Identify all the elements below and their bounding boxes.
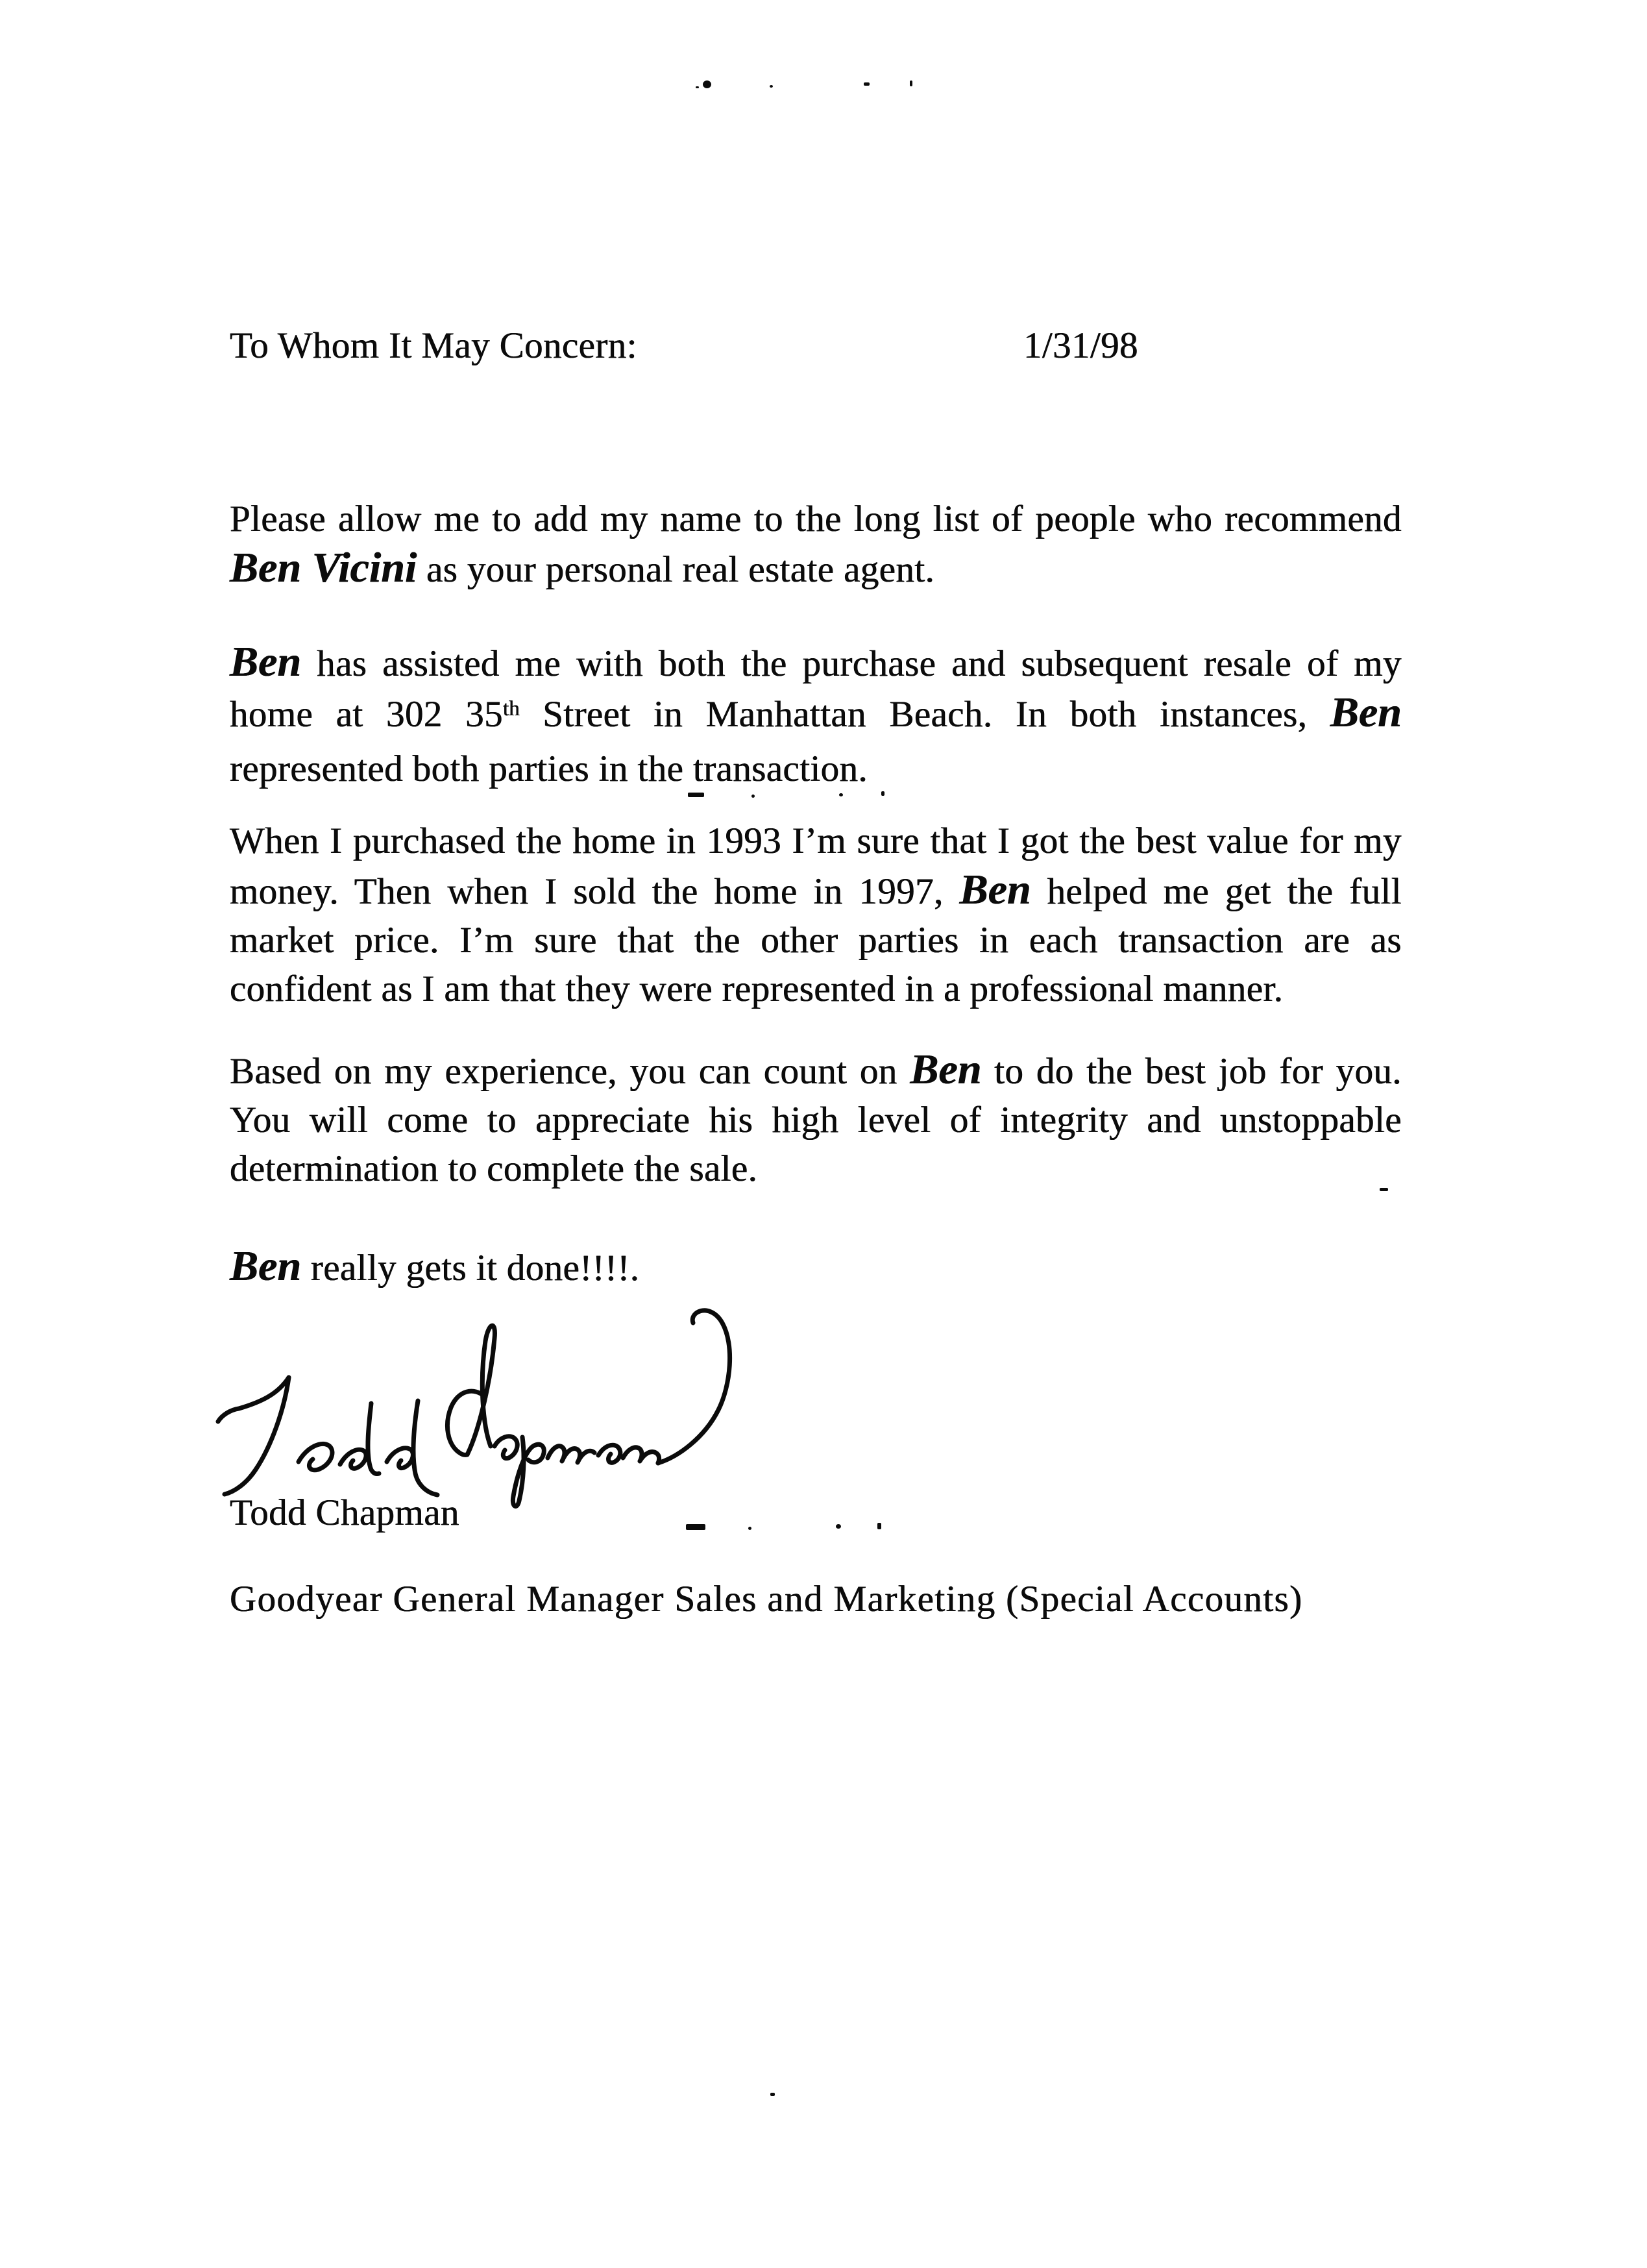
scan-speck bbox=[1380, 1188, 1388, 1191]
scan-speck bbox=[751, 795, 755, 798]
paragraph-3 bbox=[230, 817, 1402, 1013]
scan-speck bbox=[881, 791, 884, 796]
scan-speck bbox=[864, 82, 870, 86]
scan-speck bbox=[686, 1524, 705, 1530]
scan-speck bbox=[770, 85, 773, 88]
letter-line: You will come to appreciate his high level of integrity and unstoppable bbox=[230, 1100, 1402, 1140]
salutation: To Whom It May Concern: bbox=[230, 325, 637, 366]
closing-line bbox=[230, 1242, 1402, 1292]
scan-speck bbox=[688, 793, 704, 797]
typed-title: Goodyear General Manager Sales and Marketing (Special Accounts) bbox=[230, 1579, 1303, 1620]
scan-speck bbox=[877, 1523, 881, 1529]
letter-header bbox=[230, 321, 1402, 370]
letter-line: Based on my experience, you can count on Ben to do the best job for you. bbox=[230, 1046, 1402, 1093]
scan-speck bbox=[836, 1524, 841, 1529]
paragraph-1 bbox=[230, 495, 1402, 594]
paragraph-4 bbox=[230, 1045, 1402, 1193]
scan-speck bbox=[910, 80, 912, 86]
letter-line: confident as I am that they were represented in a professional manner. bbox=[230, 968, 1284, 1009]
scan-speck bbox=[748, 1527, 751, 1530]
letter-date: 1/31/98 bbox=[1023, 325, 1138, 366]
letter-line: represented both parties in the transaction. bbox=[230, 748, 868, 789]
letter-line: determination to complete the sale. bbox=[230, 1148, 758, 1189]
letter-line: money. Then when I sold the home in 1997, Ben helped me get the full bbox=[230, 866, 1402, 913]
handwritten-signature-todd-chapman bbox=[201, 1298, 753, 1516]
letter-line: When I purchased the home in 1993 I’m sure that I got the best value for my bbox=[230, 820, 1402, 861]
scan-speck bbox=[770, 2093, 775, 2096]
paragraph-2 bbox=[230, 637, 1402, 793]
letter-line: Ben has assisted me with both the purchase and subsequent resale of my bbox=[230, 638, 1402, 685]
letter-line: Please allow me to add my name to the long list of people who recommend bbox=[230, 499, 1402, 539]
letter-line: Ben really gets it done!!!!. bbox=[230, 1242, 640, 1290]
scan-speck bbox=[703, 80, 711, 88]
scan-speck bbox=[839, 793, 843, 796]
letter-line: home at 302 35th Street in Manhattan Beach. In both instances, Ben bbox=[230, 689, 1402, 736]
scan-speck bbox=[696, 86, 699, 88]
letter-line: Ben Vicini as your personal real estate agent. bbox=[230, 544, 935, 591]
letter-line: market price. I’m sure that the other parties in each transaction are as bbox=[230, 920, 1402, 961]
typed-name: Todd Chapman bbox=[230, 1492, 459, 1533]
